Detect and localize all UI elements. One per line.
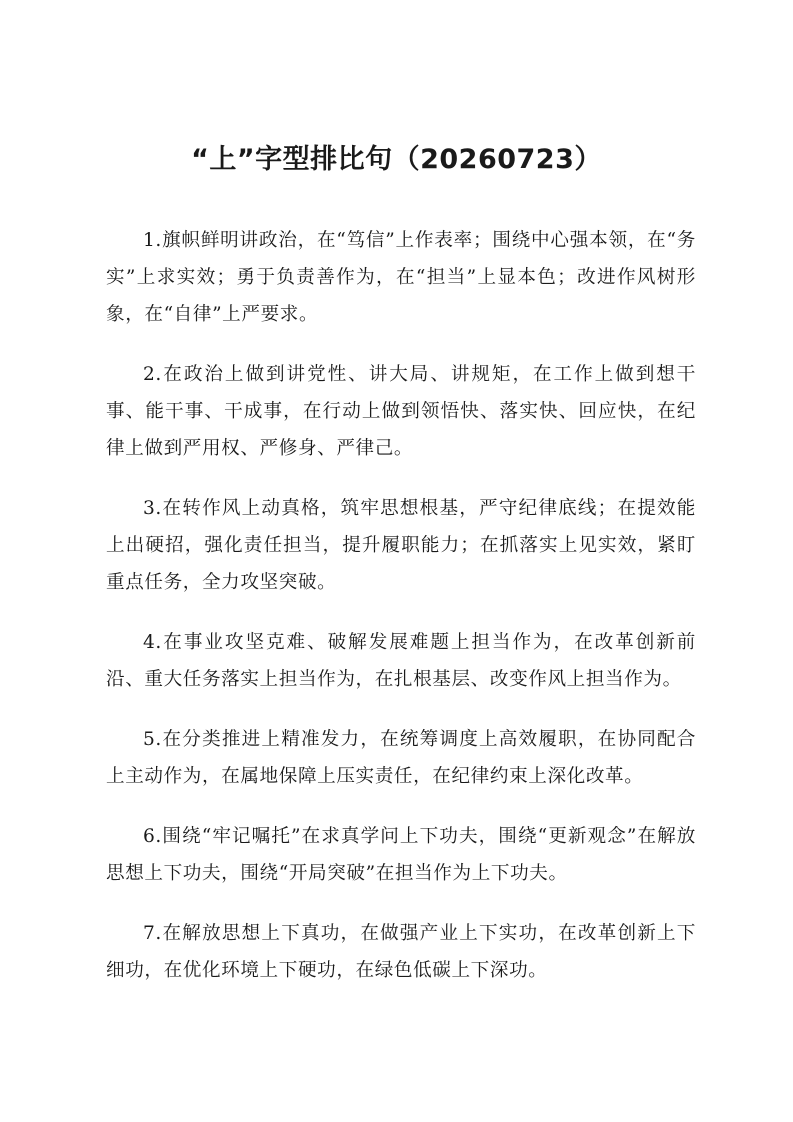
document-body <box>106 222 696 1012</box>
paragraph-5: 5.在分类推进上精准发力，在统筹调度上高效履职，在协同配合上主动作为，在属地保障上压实责任，在纪律约束上深化改革。 <box>106 729 696 787</box>
paragraph-2: 2.在政治上做到讲党性、讲大局、讲规矩，在工作上做到想干事、能干事、干成事，在行动上做到领悟快、落实快、回应快，在纪律上做到严用权、严修身、严律己。 <box>106 364 696 459</box>
document-title: “上”字型排比句（20260723） <box>191 144 602 175</box>
paragraph-1: 1.旗帜鲜明讲政治，在“笃信”上作表率；围绕中心强本领，在“务实”上求实效；勇于负责善作为，在“担当”上显本色；改进作风树形象，在“自律”上严要求。 <box>106 230 696 325</box>
paragraph-3: 3.在转作风上动真格，筑牢思想根基，严守纪律底线；在提效能上出硬招，强化责任担当，提升履职能力；在抓落实上见实效，紧盯重点任务，全力攻坚突破。 <box>106 498 696 593</box>
paragraph-4: 4.在事业攻坚克难、破解发展难题上担当作为，在改革创新前沿、重大任务落实上担当作为，在扎根基层、改变作风上担当作为。 <box>106 632 696 690</box>
paragraph-6: 6.围绕“牢记嘱托”在求真学问上下功夫，围绕“更新观念”在解放思想上下功夫，围绕“开局突破”在担当作为上下功夫。 <box>106 826 696 884</box>
paragraph-7: 7.在解放思想上下真功，在做强产业上下实功，在改革创新上下细功，在优化环境上下硬功，在绿色低碳上下深功。 <box>106 923 696 981</box>
